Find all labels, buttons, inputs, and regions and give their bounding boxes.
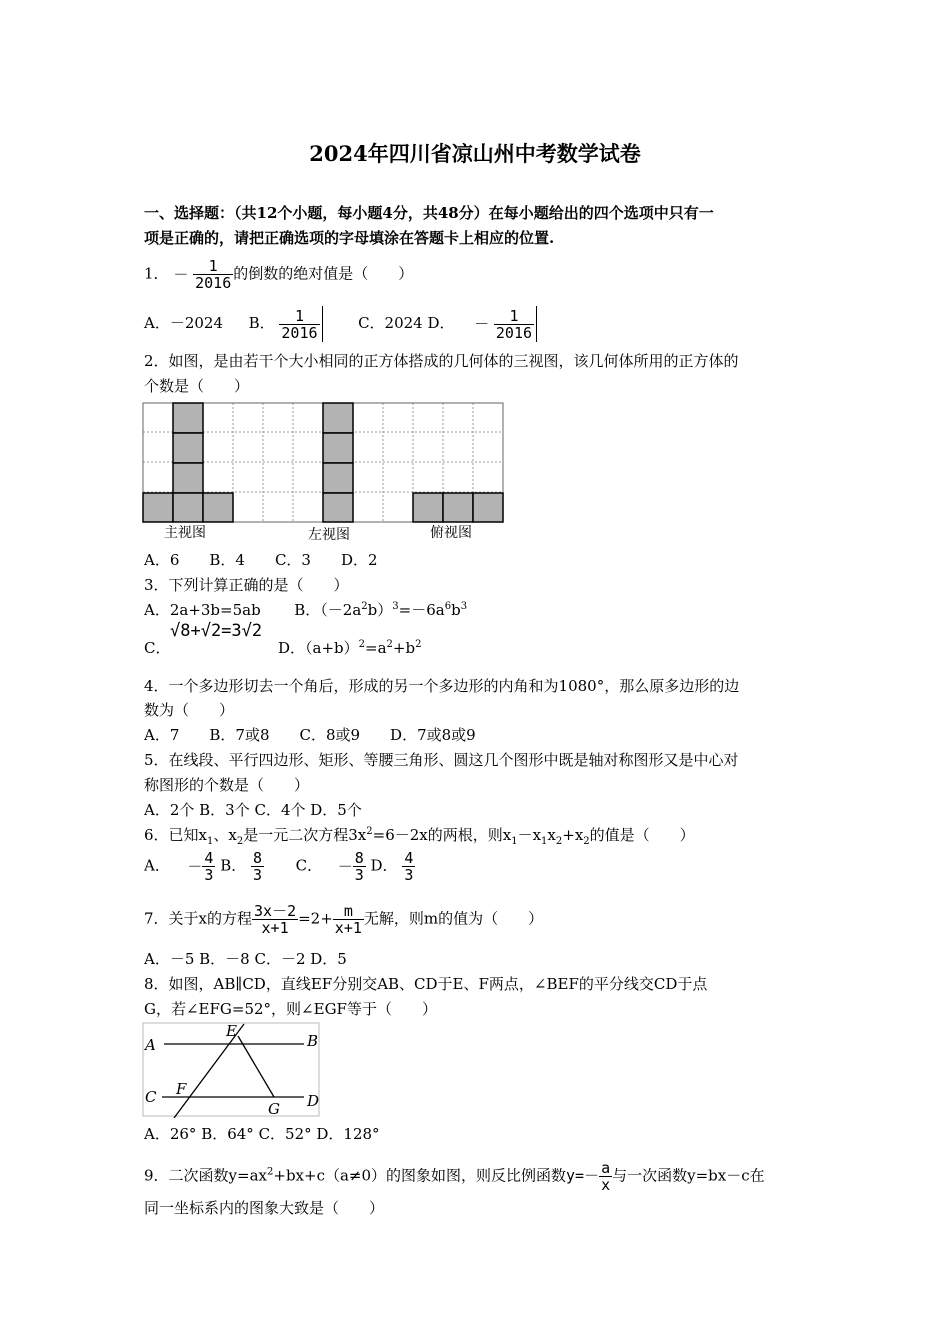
label-left-view: 左视图 [308,527,350,543]
question-7 [144,903,543,936]
line-eg [238,1036,274,1097]
option-b-part: =－6a [398,601,445,619]
subscript: 2 [555,836,563,847]
left-view [323,403,353,522]
minus-sign: － [337,857,353,876]
text-part: =2+ [298,909,333,928]
option-c-expression: √8+√2=3√2 [170,621,263,641]
fraction-denominator: 2016 [495,323,533,342]
exponent: 2 [267,1166,274,1178]
label-a: A [145,1036,156,1054]
fraction-denominator: 2016 [195,274,232,292]
label-e: E [226,1022,237,1040]
fraction-numerator: 4 [404,849,414,867]
question-6 [144,825,695,845]
text-part: +x [562,826,584,844]
text-part: 6．已知x [144,826,208,844]
option-b-part: b） [367,601,393,619]
question-8-line2: G，若∠EFG=52°，则∠EGF等于（ ） [144,1000,437,1018]
question-1 [144,258,413,291]
question-5-options: A．2个 B．3个 C．4个 D．5个 [144,801,362,819]
exponent: 3 [392,601,399,612]
question-number: 1． [144,264,169,283]
label-d: D [307,1092,320,1110]
fraction-denominator: 2016 [281,323,318,342]
option-b-part: b [451,601,461,619]
subscript: 2 [236,836,244,847]
option-a: A．－2024 [144,314,224,332]
option-b-fraction [279,308,319,341]
label-b: B [307,1032,319,1050]
question-7-options: A．－5 B．－8 C．－2 D．5 [144,950,347,968]
fraction-numerator: 1 [193,258,233,275]
question-8-options: A．26° B．64° C．52° D．128° [144,1125,380,1143]
option-d-fraction [494,308,534,341]
question-text: 的倒数的绝对值是（ ） [233,264,414,283]
equation-fraction-2 [333,903,364,936]
fraction-numerator: a [601,1159,611,1177]
fraction-numerator: 8 [253,849,263,867]
fraction-numerator: 1 [494,308,534,325]
subscript: 1 [207,836,214,847]
fraction-denominator: x+1 [334,919,362,937]
fraction-numerator: 4 [204,849,214,867]
question-4-line1: 4．一个多边形切去一个角后，形成的另一个多边形的内角和为1080°，那么原多边形的边 [144,677,740,695]
option-b-fraction [251,850,264,883]
text-part: 、x [213,826,237,844]
text-part: =6－2x的两根，则x [372,826,512,844]
exponent: 6 [444,601,452,612]
three-views-figure [142,402,504,542]
equation-fraction-1 [252,903,298,936]
fraction-denominator: 3 [404,866,414,884]
fraction-denominator: x [601,1176,611,1194]
option-d [278,638,421,658]
text-part: 与一次函数y=bx－c在 [612,1166,765,1185]
text-part: +bx+c（a≠0）的图象如图，则反比例函数 [273,1166,567,1185]
text-part: 无解，则m的值为（ ） [363,909,544,928]
fraction-denominator: 3 [354,866,364,884]
exponent: 2 [361,601,368,612]
exponent: 2 [366,826,373,837]
option-a-label: A． [144,856,170,875]
text-part: 9．二次函数y=ax [144,1166,267,1185]
text-part: 的值是（ ） [589,826,695,844]
exponent: 3 [460,601,468,612]
question-2-line1: 2．如图，是由若干个大小相同的正方体搭成的几何体的三视图，该几何体所用的正方体的 [144,352,739,370]
option-c-label: C． [144,639,171,657]
top-view [413,493,503,522]
label-c: C [145,1088,157,1106]
three-views-svg [142,402,504,542]
option-d-fraction [402,850,415,883]
option-d-part: =a [365,639,387,657]
question-6-options [144,850,415,883]
subscript: 2 [583,836,590,847]
subscript: 1 [541,836,548,847]
question-3-options-ab [144,600,467,620]
minus-sign: － [173,265,189,284]
option-c-d: C．2024 D． [358,314,455,332]
page-title: 2024年四川省凉山州中考数学试卷 [309,141,641,166]
text-part: 7．关于x的方程 [144,909,253,928]
parallel-lines-figure [142,1022,322,1118]
option-d-label: D． [370,856,398,875]
section-header-line1: 一、选择题：（共12个小题，每小题4分，共48分）在每小题给出的四个选项中只有一 [144,204,714,222]
question-8-line1: 8．如图，AB∥CD，直线EF分别交AB、CD于E、F两点，∠BEF的平分线交CD于点 [144,975,708,993]
question-2-line2: 个数是（ ） [144,377,250,395]
question-1-options [144,306,537,342]
option-b-part: B．（－2a [294,601,362,619]
question-4-options: A．7 B．7或8 C．8或9 D．7或8或9 [144,726,476,744]
minus-sign: － [474,315,490,333]
exponent: 2 [386,639,393,650]
option-b [294,601,467,619]
question-2-options: A．6 B．4 C．3 D．2 [144,551,378,569]
option-b-label: B． [220,856,247,875]
fraction-numerator: 8 [354,849,364,867]
fraction-denominator: x+1 [261,919,289,937]
question-5-line2: 称图形的个数是（ ） [144,776,310,794]
function-lhs: y=－ [566,1166,600,1185]
option-a: A．2a+3b=5ab [144,601,261,619]
subscript: 1 [511,836,518,847]
label-front-view: 主视图 [164,525,206,541]
option-d-part: +b [392,639,416,657]
fraction-numerator: 3x－2 [254,902,297,920]
question-3: 3．下列计算正确的是（ ） [144,576,349,594]
exponent: 2 [358,639,366,650]
fraction-denominator: 3 [253,866,263,884]
question-9-line1 [144,1160,765,1193]
function-fraction [599,1160,612,1193]
text-part: x [547,826,556,844]
section-header-line2: 项是正确的，请把正确选项的字母填涂在答题卡上相应的位置. [144,229,555,247]
option-b-label: B． [248,314,275,332]
fraction-denominator: 3 [204,866,214,884]
fraction [193,258,233,291]
minus-sign: － [187,857,203,876]
fraction-numerator: m [333,903,364,920]
label-g: G [268,1100,280,1118]
label-f: F [176,1080,187,1098]
question-4-line2: 数为（ ） [144,701,235,719]
exponent: 2 [415,639,422,650]
label-top-view: 俯视图 [430,525,472,541]
text-part: 是一元二次方程3x [243,826,367,844]
question-9-line2: 同一坐标系内的图象大致是（ ） [144,1199,385,1217]
option-c-label: C． [295,856,323,875]
text-part: －x [517,826,542,844]
option-d-part: D．（a+b） [278,639,359,657]
option-c-fraction [353,850,366,883]
fraction-numerator: 1 [279,308,319,325]
option-a-fraction [202,850,215,883]
question-5-line1: 5．在线段、平行四边形、矩形、等腰三角形、圆这几个图形中既是轴对称图形又是中心对 [144,751,739,769]
